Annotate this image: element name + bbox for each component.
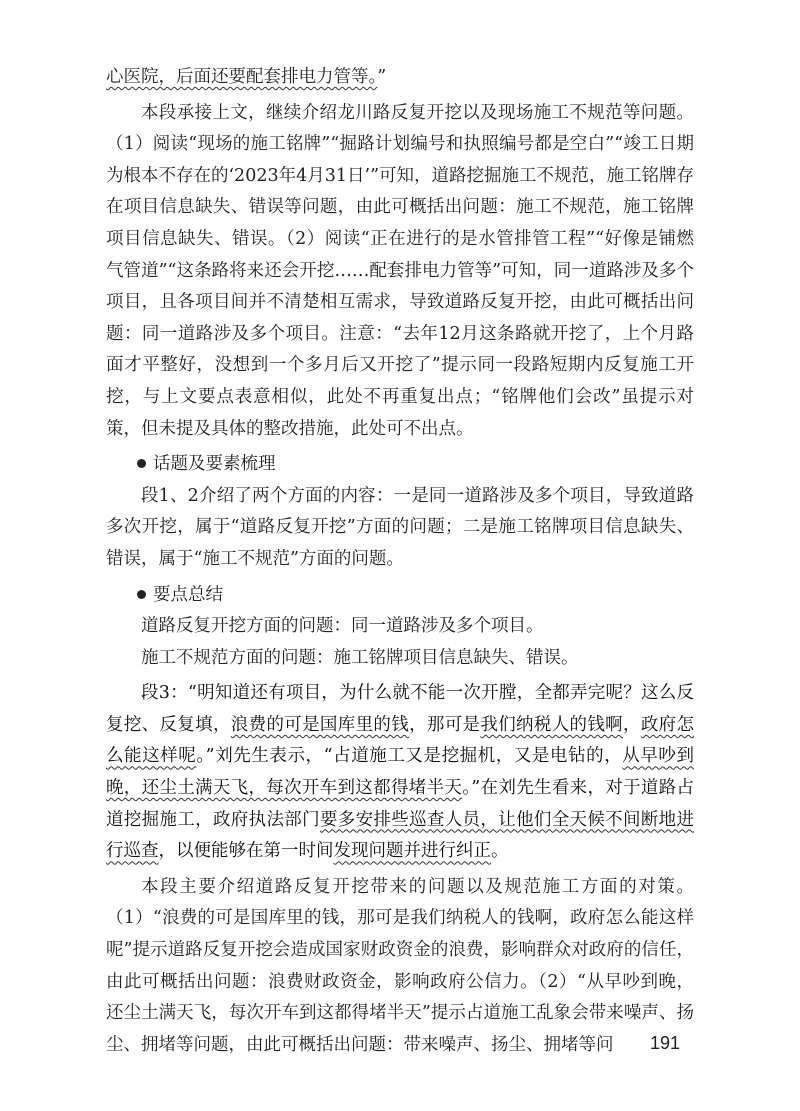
handwritten-underline: 浪费的可是国库里的钱 bbox=[230, 714, 410, 735]
analysis-paragraph-4: 本段主要介绍道路反复开挖带来的问题以及规范施工方面的对策。（1）“浪费的可是国库里的钱，那可是我们纳税人的钱啊，政府怎么能这样呢”提示道路反复开挖会造成国家财政资金的浪费，影响群众对政府的信任，由此可概括出问题：浪费财政资金，影响政府公信力。（2）“从早吵到晚，还尘土满天飞，每次开车到这都得堵半天”提示占道施工乱象会带来噪声、扬尘、拥堵等问题，由此可概括出问题：带来噪声、扬尘、拥堵等问 bbox=[106, 876, 694, 1055]
quote-paragraph-3: 段3：“明知道还有项目，为什么就不能一次开膛，全都弄完呢？这么反复挖、反复填，浪费的可是国库里的钱，那可是我们纳税人的钱啊，政府怎么能这样呢。”刘先生表示，“占道施工又是挖掘机，又是电钻的，从早吵到晚，还尘土满天飞，每次开车到这都得堵半天。”在刘先生看来，对于道路占道挖掘施工，政府执法部门要多安排些巡查人员，让他们全天候不间断地进行巡查，以便能够在第一时间发现问题并进行纠正。 bbox=[106, 683, 695, 862]
handwritten-underline: 发现问题并进行纠正 bbox=[333, 841, 491, 862]
continuation-paragraph: 心医院，后面还要配套排电力管等。” bbox=[106, 67, 387, 87]
handwritten-underline: 政府怎么能这样呢 bbox=[106, 714, 694, 767]
handwritten-underline: 从早吵到晚，还尘土满天飞，每次开车到这都得堵半天 bbox=[106, 746, 694, 799]
page-number: 191 bbox=[649, 1033, 680, 1053]
section-heading-topics: 话题及要素梳理 bbox=[106, 449, 694, 481]
scanned-quote-block bbox=[106, 678, 694, 868]
analysis-paragraph-1: 本段承接上文，继续介绍龙川路反复开挖以及现场施工不规范等问题。（1）阅读“现场的施工铭牌”“掘路计划编号和执照编号都是空白”“竣工日期为根本不存在的‘2023年4月31日’”可知，道路挖掘施工不规范，施工铭牌存在项目信息缺失、错误等问题，由此可概括出问题：施工不规范，施工铭牌项目信息缺失、错误。（2）阅读“正在进行的是水管排管工程”“好像是铺燃气管道”“这条路将来还会开挖……配套排电力管等”可知，同一道路涉及多个项目，且各项目间并不清楚相互需求，导致道路反复开挖，由此可概括出问题：同一道路涉及多个项目。注意：“去年12月这条路就开挖了，上个月路面才平整好，没想到一个多月后又开挖了”提示同一段路短期内反复施工开挖，与上文要点表意相似，此处不再重复出点；“铭牌他们会改”虽提示对策，但未提及具体的整改措施，此处可不出点。 bbox=[106, 102, 695, 439]
section-heading-summary: 要点总结 bbox=[106, 580, 694, 612]
bullet-icon bbox=[137, 590, 146, 599]
handwritten-underline: 要多安排些巡查人员，让他们全天候不间断地进行巡查 bbox=[106, 809, 694, 862]
page-body bbox=[106, 62, 694, 1061]
topics-paragraph: 段1、2介绍了两个方面的内容：一是同一道路涉及多个项目，导致道路多次开挖，属于“道路反复开挖”方面的问题；二是施工铭牌项目信息缺失、错误，属于“施工不规范”方面的问题。 bbox=[106, 485, 694, 569]
summary-line-1: 道路反复开挖方面的问题：同一道路涉及多个项目。 bbox=[141, 616, 544, 637]
summary-line-2: 施工不规范方面的问题：施工铭牌项目信息缺失、错误。 bbox=[141, 647, 579, 668]
handwritten-underline: 心医院，后面还要配套排电力管等。 bbox=[106, 67, 378, 87]
bullet-icon bbox=[137, 459, 146, 468]
handwritten-underline: 我们纳税人的钱啊 bbox=[480, 714, 624, 735]
